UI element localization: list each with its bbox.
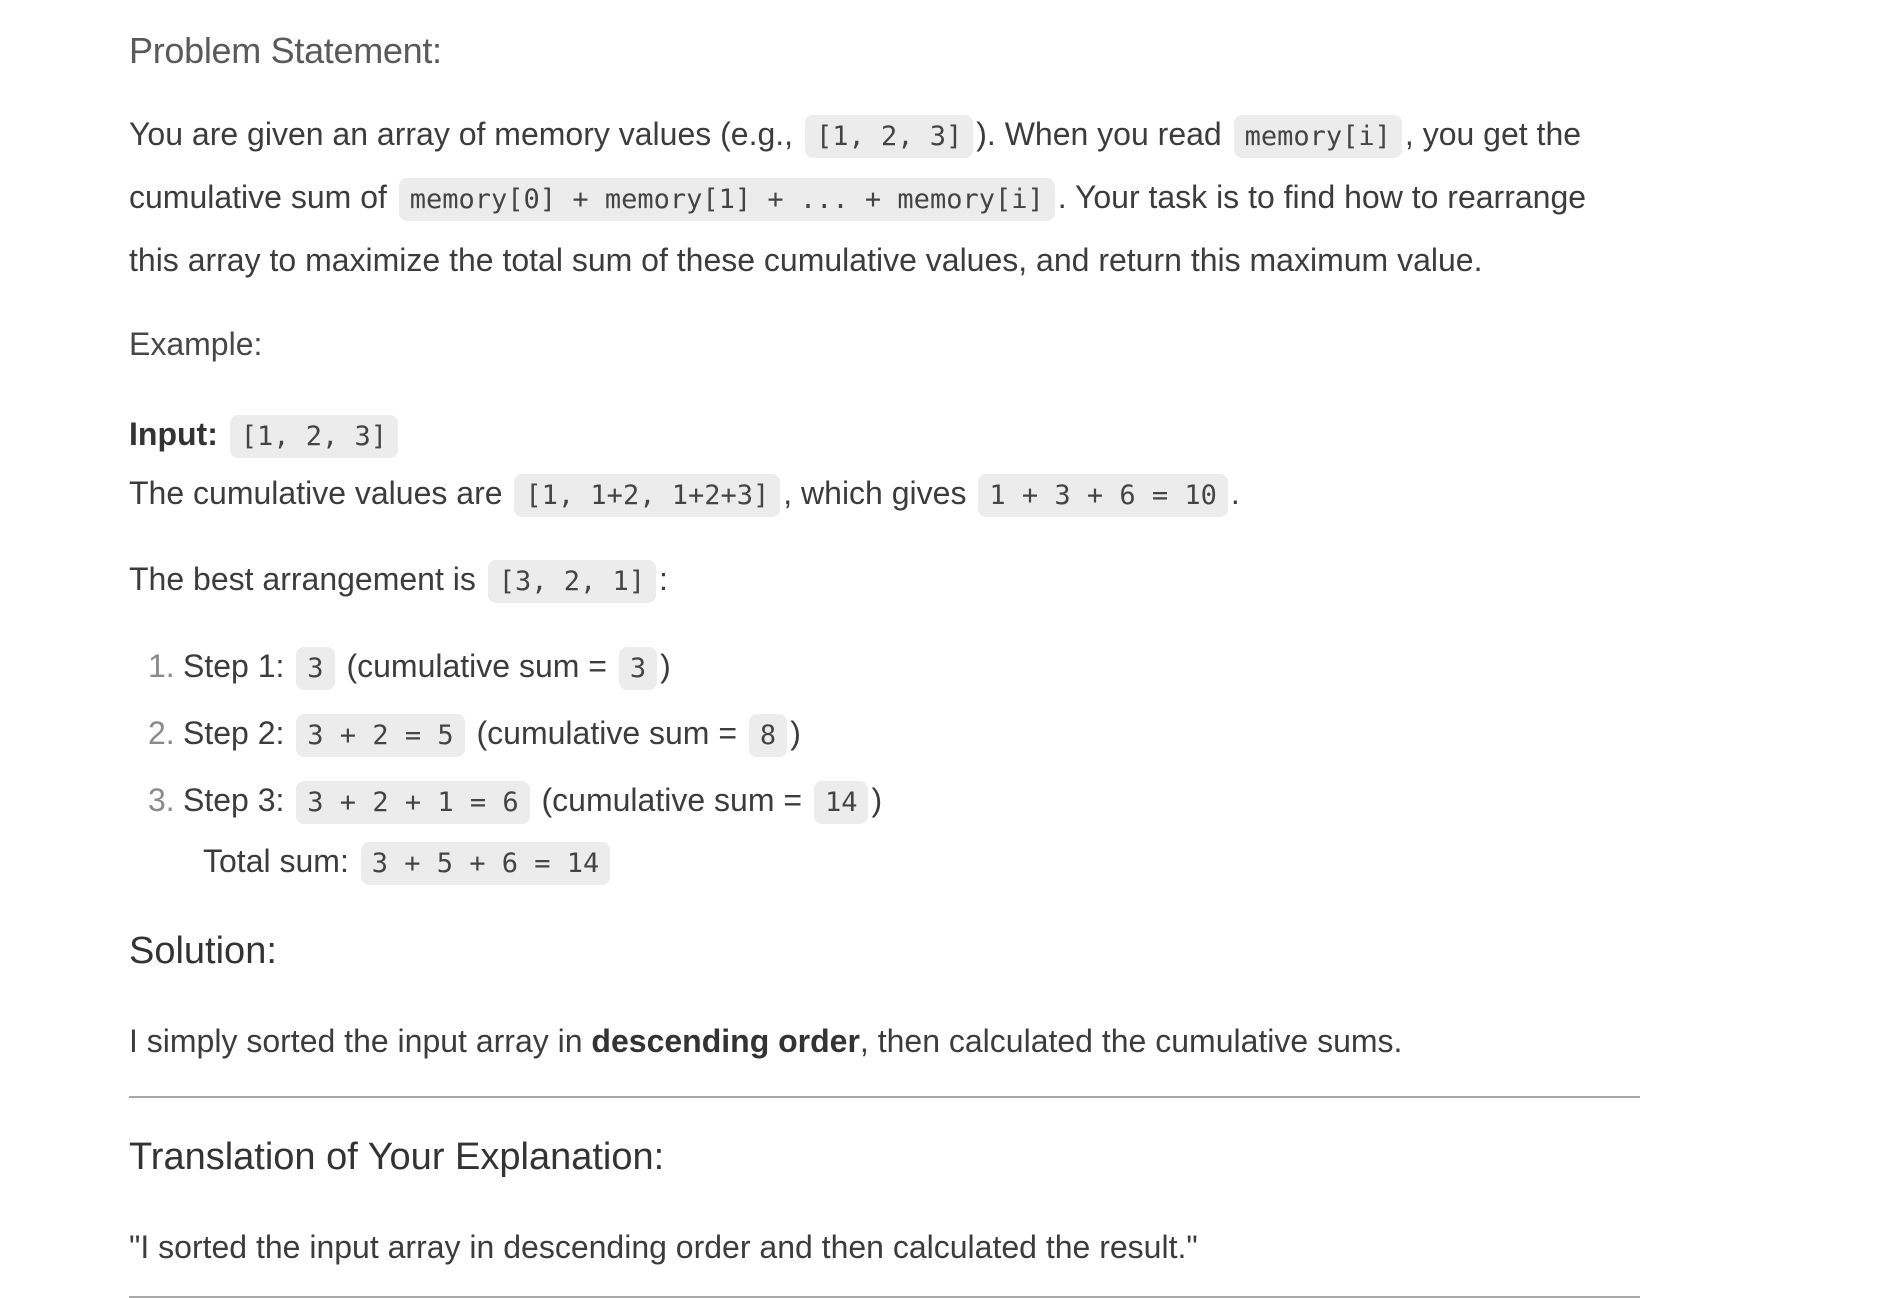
- text: The cumulative values are: [129, 475, 503, 511]
- translation-heading: Translation of Your Explanation:: [129, 1136, 665, 1178]
- step-label: Step 1:: [183, 648, 285, 684]
- text: You are given an array of memory values (e.g.,: [129, 116, 794, 152]
- text: , which gives: [783, 475, 967, 511]
- inline-code: 14: [814, 781, 869, 824]
- input-label: Input:: [129, 416, 218, 452]
- text: ): [660, 648, 671, 684]
- inline-code: [1, 2, 3]: [805, 115, 973, 158]
- text: (cumulative sum =: [476, 715, 738, 751]
- list-number: 1.: [148, 648, 175, 684]
- inline-code: [1, 2, 3]: [230, 415, 398, 458]
- total-sum-line: [203, 831, 613, 894]
- list-number: 3.: [148, 782, 175, 818]
- list-item: [148, 703, 801, 766]
- text: , you get the cumulative sum of: [129, 116, 1582, 215]
- inline-code: 3 + 2 + 1 = 6: [296, 781, 529, 824]
- inline-code: 1 + 3 + 6 = 10: [978, 474, 1228, 517]
- step-label: Step 3:: [183, 782, 285, 818]
- inline-code: [3, 2, 1]: [488, 560, 656, 603]
- list-item: [148, 770, 882, 833]
- text: The best arrangement is: [129, 561, 476, 597]
- solution-heading: Solution:: [129, 930, 277, 972]
- text: ). When you read: [976, 116, 1222, 152]
- best-arrangement-line: [129, 549, 668, 612]
- cumulative-values-line: [129, 463, 1240, 526]
- inline-code: 3 + 5 + 6 = 14: [361, 842, 611, 885]
- inline-code: 3: [619, 647, 657, 690]
- step-label: Step 2:: [183, 715, 285, 751]
- example-input-line: [129, 404, 401, 467]
- inline-code: 8: [749, 714, 787, 757]
- text: (cumulative sum =: [541, 782, 803, 818]
- solution-paragraph: [129, 1011, 1402, 1071]
- translation-quote: "I sorted the input array in descending order and then calculated the result.": [129, 1229, 1198, 1265]
- problem-statement-heading: Problem Statement:: [129, 30, 442, 71]
- inline-code: memory[i]: [1234, 115, 1402, 158]
- total-label: Total sum:: [203, 843, 349, 879]
- text: ): [790, 715, 801, 751]
- inline-code: memory[0] + memory[1] + ... + memory[i]: [399, 178, 1055, 221]
- text: (cumulative sum =: [346, 648, 607, 684]
- text: :: [659, 561, 668, 597]
- text: .: [1230, 475, 1240, 511]
- example-heading: Example:: [129, 326, 263, 362]
- inline-code: [1, 1+2, 1+2+3]: [514, 474, 780, 517]
- bold-text: descending order: [591, 1023, 860, 1059]
- list-item: [148, 636, 671, 699]
- text: ): [871, 782, 883, 818]
- text: , then calculated the cumulative sums.: [859, 1023, 1403, 1059]
- text: I simply sorted the input array in: [129, 1023, 583, 1059]
- text: . Your task is to find how to rearrange this array to maximize the total sum of these cumulative values, and return this maximum value.: [129, 179, 1587, 278]
- list-number: 2.: [148, 715, 175, 751]
- inline-code: 3 + 2 = 5: [296, 714, 464, 757]
- divider: [129, 1096, 1640, 1098]
- problem-statement-paragraph: [129, 104, 1641, 290]
- inline-code: 3: [296, 647, 334, 690]
